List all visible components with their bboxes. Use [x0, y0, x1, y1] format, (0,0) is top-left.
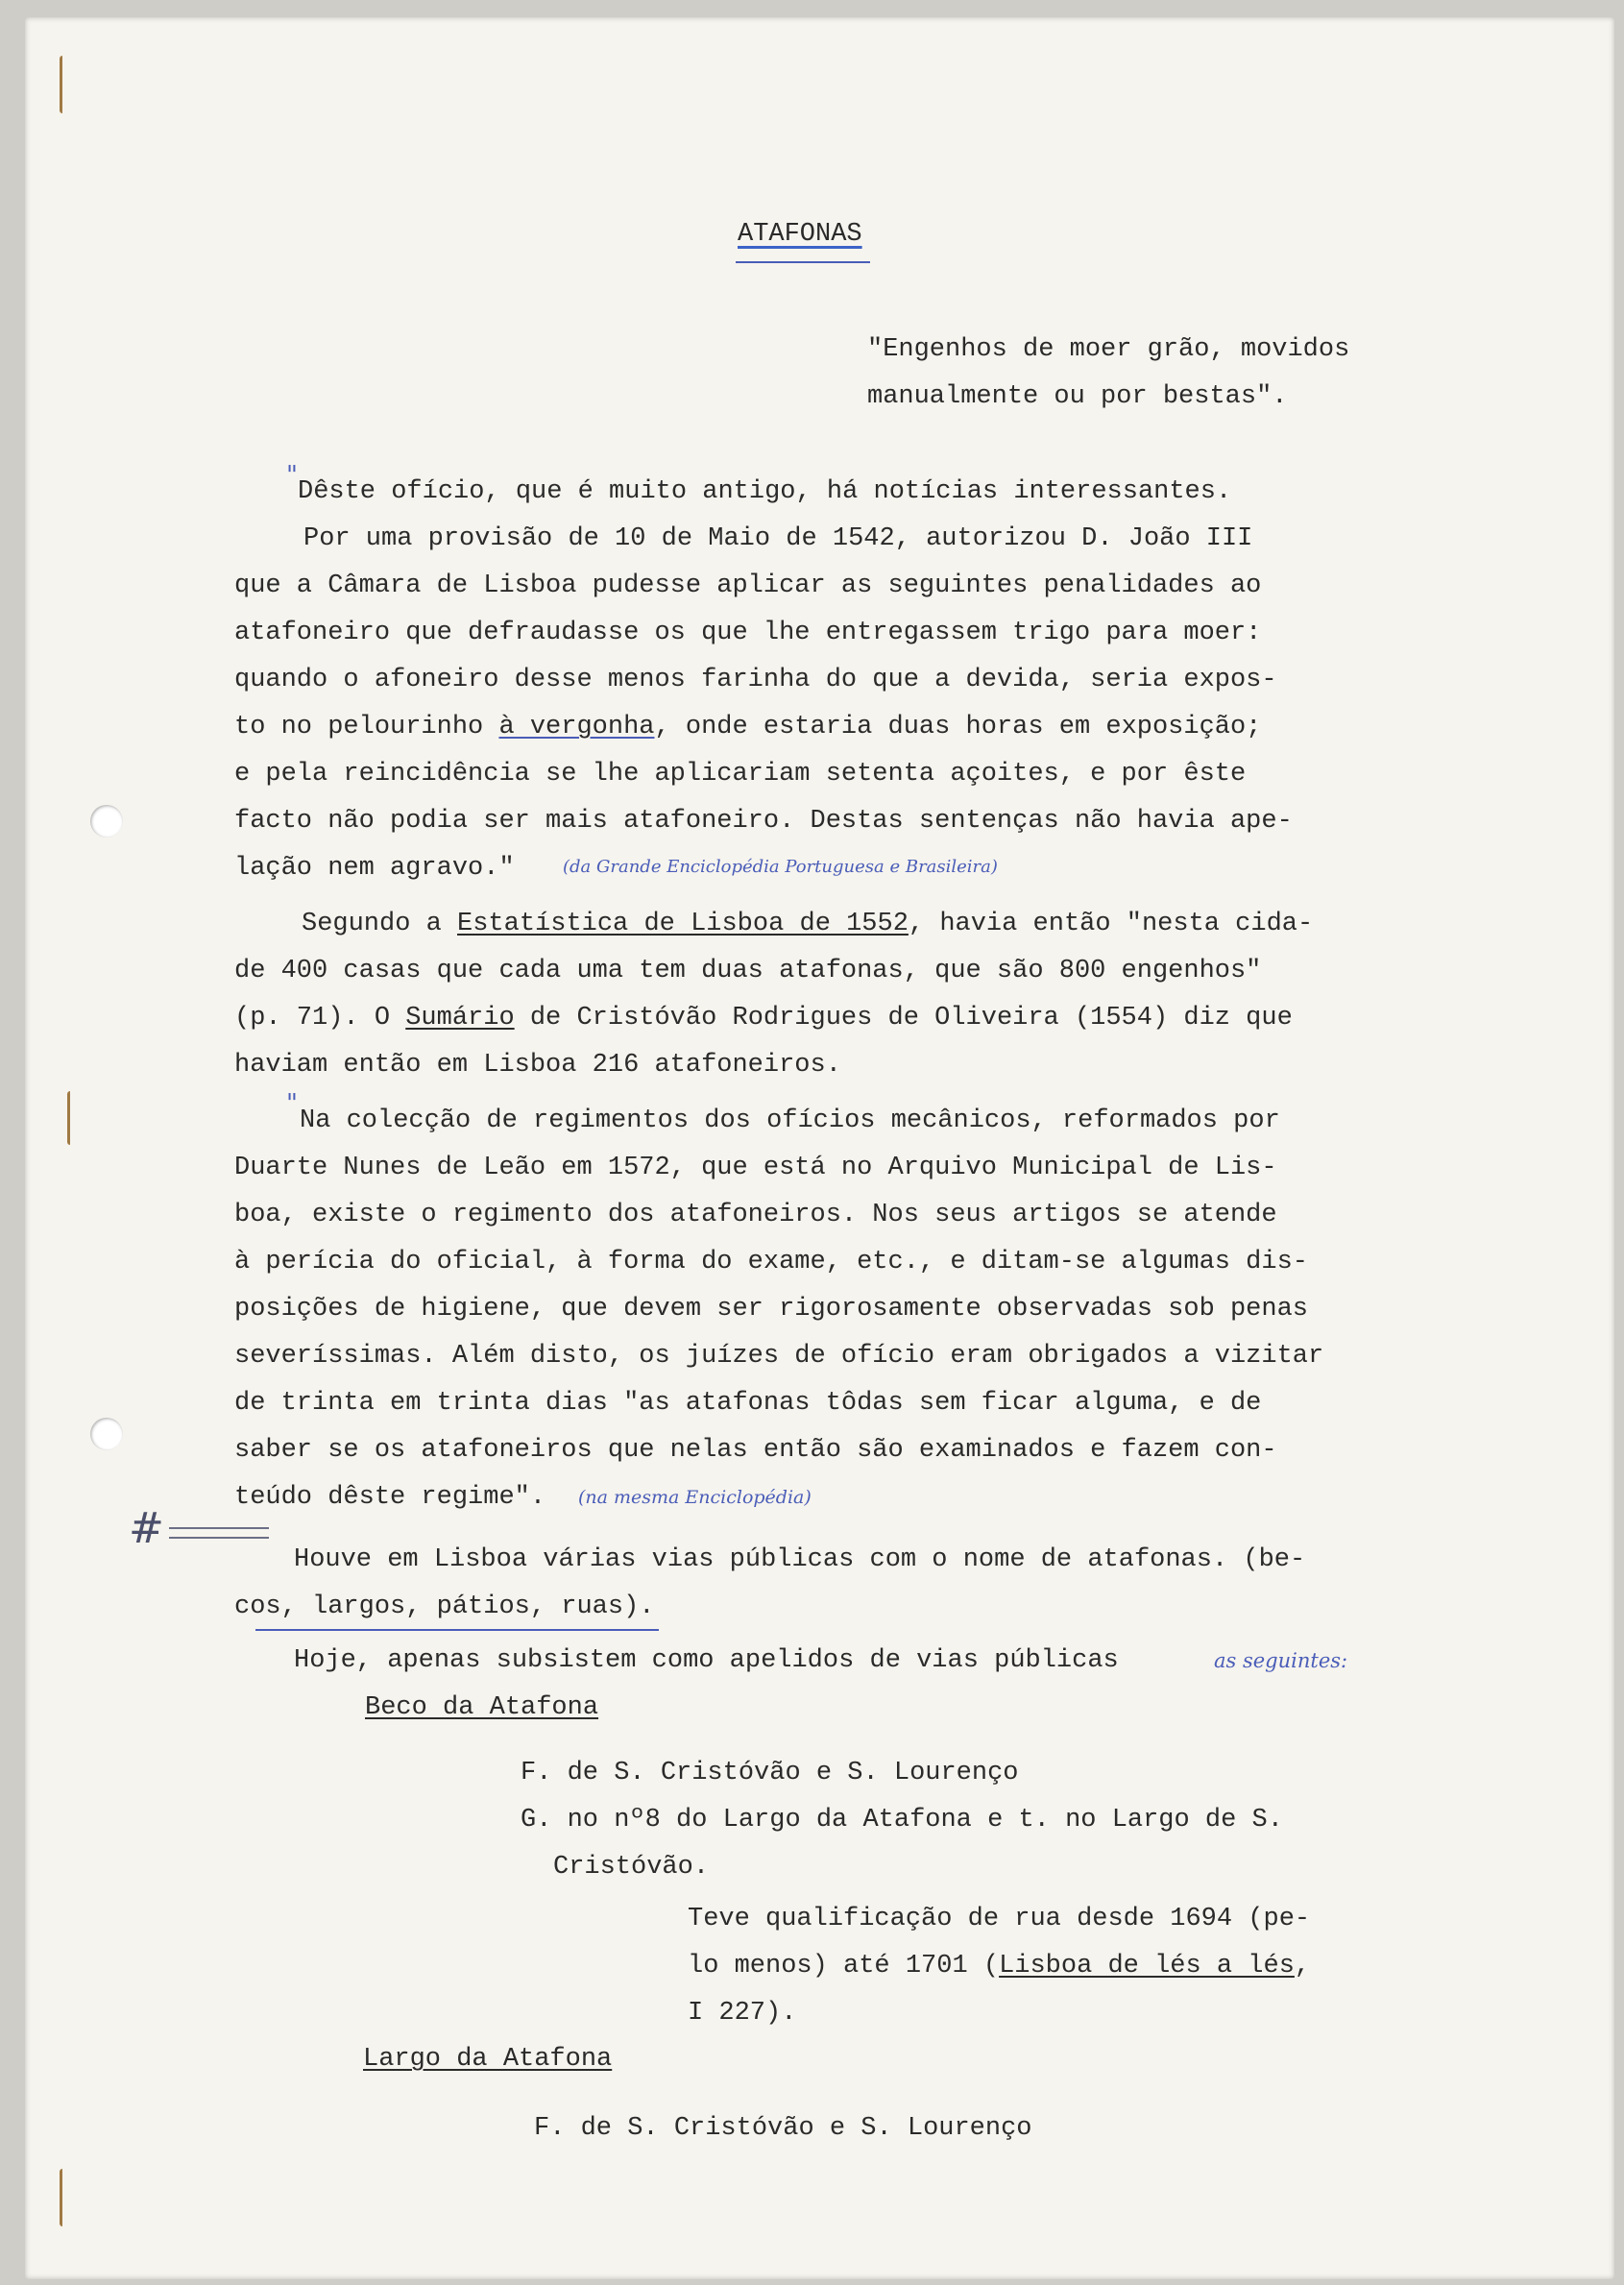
entry-line: F. de S. Cristóvão e S. Lourenço [521, 1759, 1019, 1787]
note-line: lo menos) até 1701 (Lisboa de lés a lés, [688, 1952, 1311, 1981]
paragraph-line: (p. 71). O Sumário de Cristóvão Rodrigues de Oliveira (1554) diz que [234, 1004, 1293, 1033]
paragraph-line: boa, existe o regimento dos atafoneiros. Nos seus artigos se atende [234, 1201, 1277, 1229]
entry-line: F. de S. Cristóvão e S. Lourenço [534, 2114, 1032, 2143]
epigraph-line: "Engenhos de moer grão, movidos [867, 335, 1350, 364]
book-title-underlined: Sumário [405, 1004, 515, 1033]
page-title: ATAFONAS [738, 220, 862, 249]
section-heading-largo: Largo da Atafona [363, 2045, 613, 2074]
note-line: Teve qualificação de rua desde 1694 (pe- [688, 1905, 1311, 1933]
staple-mark [60, 56, 74, 113]
paragraph-line: lação nem agravo." [234, 854, 515, 883]
entry-line: G. no nº8 do Largo da Atafona e t. no Largo de S. [521, 1806, 1283, 1835]
epigraph-line: manualmente ou por bestas". [867, 382, 1288, 411]
paragraph-line: Segundo a Estatística de Lisboa de 1552, havia então "nesta cida- [302, 910, 1314, 938]
paragraph-line: teúdo dêste regime". [234, 1483, 546, 1512]
note-line: I 227). [688, 1999, 797, 2028]
margin-arrow-line [169, 1527, 269, 1529]
paragraph-line: atafoneiro que defraudasse os que lhe entregassem trigo para moer: [234, 619, 1262, 647]
margin-hash-mark: # [129, 1504, 164, 1553]
paragraph-line: Houve em Lisboa várias vias públicas com o nome de atafonas. (be- [294, 1545, 1306, 1574]
title-double-underline [736, 261, 870, 263]
paragraph-line: de trinta em trinta dias "as atafonas tôdas sem ficar alguma, e de [234, 1389, 1262, 1418]
paragraph-line: Duarte Nunes de Leão em 1572, que está no Arquivo Municipal de Lis- [234, 1154, 1277, 1182]
handwritten-bracket-underline [255, 1629, 659, 1631]
paragraph-line: Dêste ofício, que é muito antigo, há notícias interessantes. [298, 477, 1232, 506]
staple-mark [60, 2169, 74, 2226]
paragraph-line: haviam então em Lisboa 216 atafoneiros. [234, 1051, 841, 1080]
paragraph-line: facto não podia ser mais atafoneiro. Destas sentenças não havia ape- [234, 807, 1293, 836]
paragraph-line: Por uma provisão de 10 de Maio de 1542, autorizou D. João III [303, 524, 1253, 553]
paragraph-line: Na colecção de regimentos dos ofícios mecânicos, reformados por [300, 1106, 1280, 1135]
paragraph-line: de 400 casas que cada uma tem duas atafonas, que são 800 engenhos" [234, 957, 1262, 985]
paragraph-line: e pela reincidência se lhe aplicariam setenta açoites, e por êste [234, 760, 1247, 789]
section-heading-beco: Beco da Atafona [365, 1693, 599, 1722]
book-title-underlined: Estatística de Lisboa de 1552 [457, 910, 909, 938]
underlined-phrase: à vergonha [498, 713, 655, 741]
punch-hole-bottom [90, 1418, 123, 1450]
open-quote-mark: " [286, 461, 298, 490]
margin-arrow-line [169, 1537, 269, 1539]
paragraph-line: to no pelourinho à vergonha, onde estaria duas horas em exposição; [234, 713, 1262, 741]
entry-line: Cristóvão. [553, 1853, 710, 1882]
staple-mark [67, 1091, 82, 1145]
paragraph-line: posições de higiene, que devem ser rigorosamente observadas sob penas [234, 1295, 1308, 1324]
document-page [25, 17, 1614, 2279]
paragraph-line: Hoje, apenas subsistem como apelidos de vias públicas [294, 1646, 1119, 1675]
handwritten-source-note: (da Grande Enciclopédia Portuguesa e Brasileira) [563, 857, 998, 877]
book-title-underlined: Lisboa de lés a lés [999, 1952, 1295, 1981]
open-quote-mark: " [286, 1089, 298, 1118]
paragraph-line: quando o afoneiro desse menos farinha do que a devida, seria expos- [234, 666, 1277, 694]
handwritten-insertion: as seguintes: [1214, 1649, 1348, 1672]
handwritten-source-note: (na mesma Enciclopédia) [578, 1487, 812, 1508]
punch-hole-top [90, 805, 123, 838]
paragraph-line: à perícia do oficial, à forma do exame, etc., e ditam-se algumas dis- [234, 1248, 1308, 1276]
paragraph-line: que a Câmara de Lisboa pudesse aplicar as seguintes penalidades ao [234, 571, 1262, 600]
paragraph-line: severíssimas. Além disto, os juízes de ofício eram obrigados a vizitar [234, 1342, 1324, 1371]
paragraph-line: saber se os atafoneiros que nelas então são examinados e fazem con- [234, 1436, 1277, 1465]
paragraph-line: cos, largos, pátios, ruas). [234, 1592, 655, 1621]
